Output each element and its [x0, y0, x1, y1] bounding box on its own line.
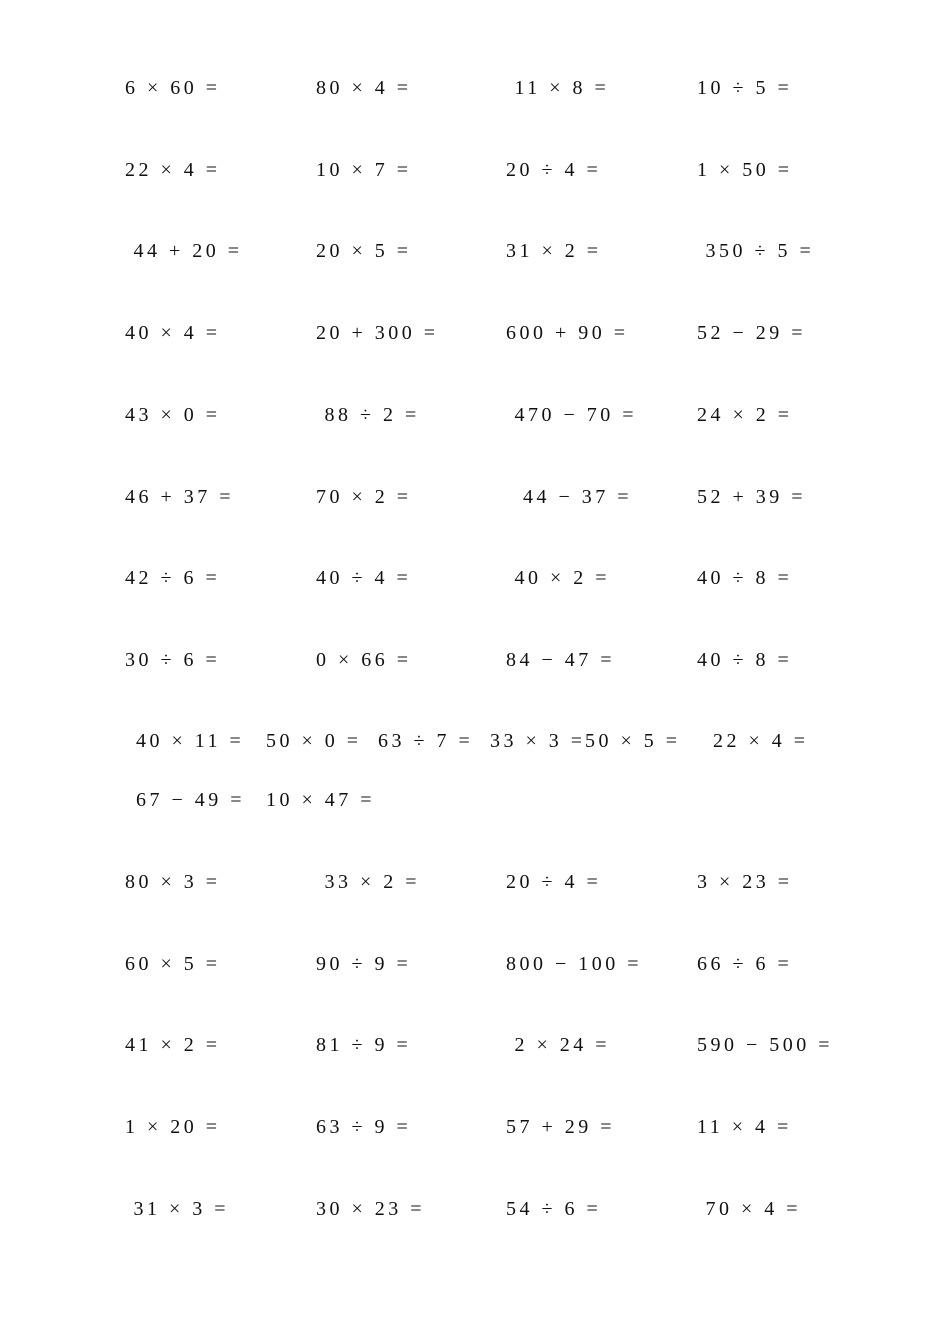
math-problem: 44 + 20 = — [125, 240, 243, 262]
problem-row — [0, 867, 950, 897]
math-problem: 600 + 90 = — [506, 322, 629, 344]
math-problem: 3 × 23 = — [697, 871, 793, 893]
math-problem: 40 ÷ 8 = — [697, 567, 793, 589]
problem-row — [0, 400, 950, 430]
math-problem: 31 × 3 = — [125, 1198, 230, 1220]
math-problem: 20 + 300 = — [316, 322, 439, 344]
problem-row — [0, 155, 950, 185]
math-problem: 11 × 8 = — [506, 77, 610, 99]
math-problem: 46 + 37 = — [125, 486, 235, 508]
math-problem: 22 × 4 = — [713, 730, 809, 752]
math-problem: 10 × 47 = — [266, 789, 376, 811]
math-problem: 10 ÷ 5 = — [697, 77, 793, 99]
math-problem: 88 ÷ 2 = — [316, 404, 420, 426]
math-problem: 800 − 100 = — [506, 953, 643, 975]
problem-row — [0, 726, 950, 756]
problem-row — [0, 645, 950, 675]
math-problem: 20 ÷ 4 = — [506, 871, 602, 893]
math-problem: 70 × 2 = — [316, 486, 412, 508]
math-problem: 6 × 60 = — [125, 77, 221, 99]
math-problem: 22 × 4 = — [125, 159, 221, 181]
math-problem: 1 × 50 = — [697, 159, 793, 181]
math-problem: 33 × 3 = — [490, 730, 586, 752]
math-problem: 57 + 29 = — [506, 1116, 616, 1138]
math-problem: 63 ÷ 9 = — [316, 1116, 412, 1138]
math-problem: 0 × 66 = — [316, 649, 412, 671]
math-problem: 70 × 4 = — [697, 1198, 802, 1220]
math-problem: 81 ÷ 9 = — [316, 1034, 412, 1056]
math-problem: 80 × 4 = — [316, 77, 412, 99]
math-problem: 80 × 3 = — [125, 871, 221, 893]
math-problem: 1 × 20 = — [125, 1116, 221, 1138]
problem-row — [0, 73, 950, 103]
math-problem: 20 ÷ 4 = — [506, 159, 602, 181]
math-problem: 10 × 7 = — [316, 159, 412, 181]
math-problem: 52 + 39 = — [697, 486, 807, 508]
math-problem: 50 × 0 = — [266, 730, 362, 752]
math-problem: 31 × 2 = — [506, 240, 602, 262]
math-problem: 67 − 49 = — [136, 789, 246, 811]
math-problem: 41 × 2 = — [125, 1034, 221, 1056]
math-problem: 2 × 24 = — [506, 1034, 611, 1056]
math-problem: 66 ÷ 6 = — [697, 953, 793, 975]
math-problem: 44 − 37 = — [506, 486, 633, 508]
math-problem: 52 − 29 = — [697, 322, 807, 344]
math-problem: 40 × 2 = — [506, 567, 611, 589]
math-problem: 350 ÷ 5 = — [697, 240, 815, 262]
problem-row — [0, 236, 950, 266]
math-problem: 40 ÷ 8 = — [697, 649, 793, 671]
math-problem: 20 × 5 = — [316, 240, 412, 262]
math-problem: 54 ÷ 6 = — [506, 1198, 602, 1220]
problem-row — [0, 949, 950, 979]
problem-row — [0, 563, 950, 593]
math-problem: 43 × 0 = — [125, 404, 221, 426]
math-problem: 84 − 47 = — [506, 649, 616, 671]
math-problem: 50 × 5 = — [585, 730, 681, 752]
math-problem: 30 × 23 = — [316, 1198, 426, 1220]
math-problem: 40 × 4 = — [125, 322, 221, 344]
math-problem: 42 ÷ 6 = — [125, 567, 221, 589]
problem-row — [0, 1194, 950, 1224]
problem-row — [0, 482, 950, 512]
problem-row — [0, 1112, 950, 1142]
math-problem: 60 × 5 = — [125, 953, 221, 975]
math-problem: 590 − 500 = — [697, 1034, 834, 1056]
math-problem: 40 × 11 = — [136, 730, 245, 752]
math-problem: 11 × 4 = — [697, 1116, 792, 1138]
math-problem: 63 ÷ 7 = — [378, 730, 474, 752]
math-problem: 90 ÷ 9 = — [316, 953, 412, 975]
math-problem: 33 × 2 = — [316, 871, 421, 893]
problem-row — [0, 1030, 950, 1060]
math-problem: 470 − 70 = — [506, 404, 638, 426]
math-problem: 24 × 2 = — [697, 404, 793, 426]
math-problem: 40 ÷ 4 = — [316, 567, 412, 589]
problem-row — [0, 318, 950, 348]
math-problem: 30 ÷ 6 = — [125, 649, 221, 671]
problem-row — [0, 785, 950, 815]
